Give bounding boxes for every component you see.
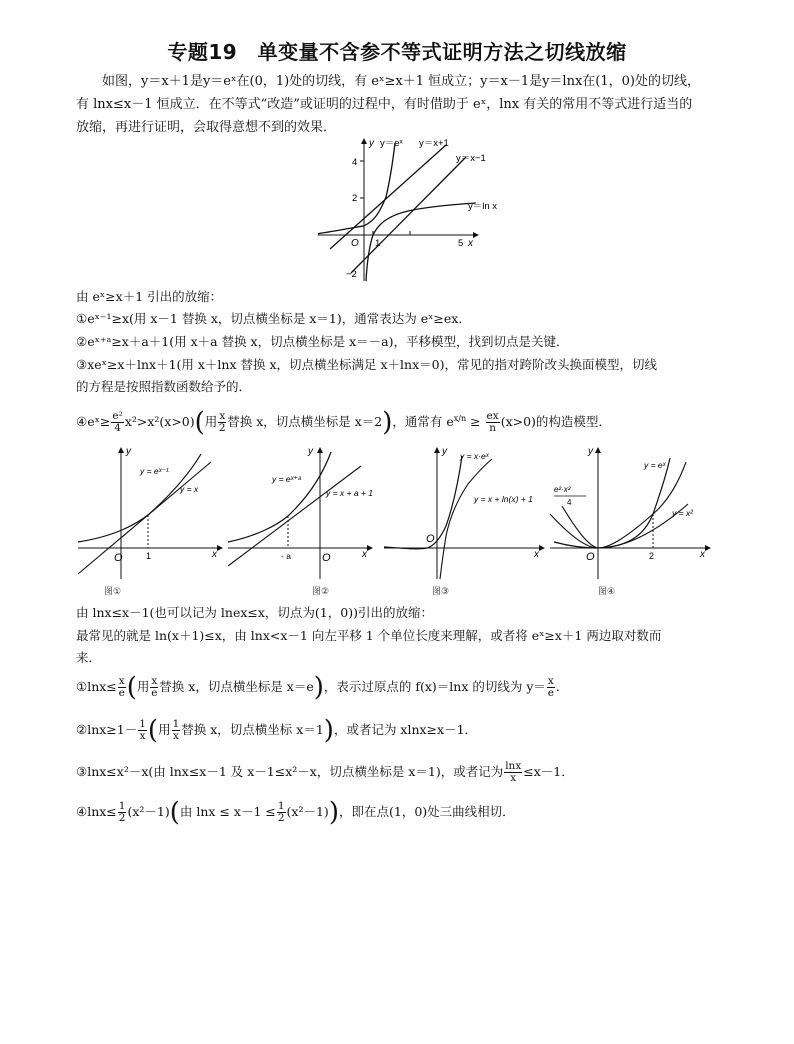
ln-item-4: ④lnx≤ $\frac{1}{2}$ (x²－1)(由 lnx ≤ x－1 ≤ $\frac{1}{2}$ (x²－1))，即在点(1，0)处三曲线相切． <box>76 797 515 828</box>
fig4-caption: 图④ <box>598 586 616 596</box>
fig1-origin: O <box>114 552 123 564</box>
fig2-label-y: y <box>308 446 313 457</box>
fig2-label-line: y = x + a + 1 <box>326 488 374 498</box>
exp-item-4: ④eˣ≥ $\frac{\text{e²}}{4}$ x²>x²(x>0)(用 $\frac{x}{2}$ 替换 x，切点横坐标是 x＝2)，通常有 $e^{x/n}$ ≥ $\frac{ex}{n}$ (x>0)的构造模型． <box>76 407 611 438</box>
fig1-label-y: y <box>126 446 131 457</box>
exp-item4-c: 用 <box>204 414 218 430</box>
exp-item4-frac3: $\frac{ex}{n}$ <box>486 410 499 435</box>
main-origin: O <box>351 238 359 249</box>
main-tick-1: 1 <box>375 238 381 249</box>
ln-item-3: ③lnx≤x²－x(由 lnx≤x－1 及 x－1≤x²－x，切点横坐标是 x＝1)，或者记为 $\frac{\ln x}{x}$ ≤x－1． <box>76 760 574 784</box>
intro-paragraph <box>76 70 726 139</box>
fig4-axis-x: x <box>700 549 705 560</box>
main-label-x-minus-1: y＝x−1 <box>456 153 486 164</box>
main-tick-5: 5 <box>458 238 464 249</box>
fig1-caption: 图① <box>104 586 122 596</box>
main-tick-2: 2 <box>352 193 358 204</box>
fig4-e2x2-curve <box>562 462 686 548</box>
exp-item4-frac: $\frac{\text{e²}}{4}$ <box>112 410 123 435</box>
fig4-label-x2: y = x² <box>672 508 694 518</box>
intro-line-1: 如图，y＝x＋1是y＝eˣ在(0，1)处的切线，有 eˣ≥x＋1 恒成立；y＝x－1是y＝lnx在(1，0)处的切线， <box>102 74 700 89</box>
figure-3 <box>382 444 548 599</box>
fig2-label-exp: y = eˣ⁺ᵃ <box>272 474 302 484</box>
main-label-y: y <box>369 138 374 149</box>
fig4-label-e2x2-den: 4 <box>567 498 572 507</box>
main-label-x: x <box>468 238 473 249</box>
fig4-label-y: y <box>588 446 593 457</box>
figure-1 <box>76 444 224 599</box>
fig3-label-xex: y = x·eˣ <box>460 451 489 461</box>
ln-section-header: 由 lnx≤x－1(也可以记为 lnex≤x，切点为(1，0))引出的放缩： <box>76 605 433 620</box>
ln-note-2: 来． <box>76 650 102 665</box>
fig3-axis-x: x <box>534 549 539 560</box>
page-title: 专题19 单变量不含参不等式证明方法之切线放缩 <box>167 40 627 64</box>
exp-item4-b: x²>x²(x>0) <box>124 414 195 430</box>
fig2-exp-curve <box>228 452 331 542</box>
exp-item-1: ①eˣ⁻¹≥x(用 x－1 替换 x，切点横坐标是 x＝1)，通常表达为 eˣ≥ex． <box>76 311 471 326</box>
ln-item-1: ①lnx≤ $\frac{x}{e}$ (用 $\frac{x}{e}$ 替换 x，切点横坐标是 x＝e)，表示过原点的 f(x)＝lnx 的切线为 y＝ $\frac{x}{e}$ ． <box>76 672 569 703</box>
fig3-xex-curve <box>384 456 462 549</box>
figure-2 <box>226 444 376 599</box>
fig4-tick-2: 2 <box>649 551 655 561</box>
fig2-tick-a: - a <box>281 551 291 561</box>
fig2-origin: O <box>322 552 331 564</box>
fig3-caption: 图③ <box>432 586 450 596</box>
figure-4 <box>548 444 714 599</box>
exp-item4-sup: x/n <box>453 414 467 423</box>
fig2-axis-x: x <box>362 549 367 560</box>
exp-item4-a: ④eˣ≥ <box>76 414 111 430</box>
main-label-x-plus-1: y＝x+1 <box>419 138 449 149</box>
exp-item4-e: ，通常有 e <box>392 414 454 430</box>
main-label-exp: y＝eˣ <box>380 138 403 149</box>
fig1-axis-x: x <box>212 549 217 560</box>
fig3-label-y: y <box>442 446 447 457</box>
tangent-x-plus-1 <box>330 145 446 249</box>
exp-item4-frac2: $\frac{x}{2}$ <box>218 410 226 435</box>
fig4-x2-curve <box>550 504 688 548</box>
fig4-label-exp: y = eˣ <box>644 460 666 470</box>
fig4-origin: O <box>586 551 595 563</box>
main-label-ln: y＝ln x <box>468 201 498 212</box>
ln-note-1: 最常见的就是 ln(x＋1)≤x，由 lnx<x－1 向左平移 1 个单位长度来理解，或者将 eˣ≥x＋1 两边取对数而 <box>76 628 662 643</box>
fig1-label-exp: y = eˣ⁻¹ <box>140 466 169 476</box>
fig1-tick-1: 1 <box>146 551 152 561</box>
exp-item-3a: ③xeˣ≥x＋lnx＋1(用 x＋lnx 替换 x，切点横坐标满足 x＋lnx＝0)，常见的指对跨阶改头换面模型，切线 <box>76 357 657 372</box>
exp-item4-f: ≥ <box>466 414 485 430</box>
exp-item-3b: 的方程是按照指数函数给予的． <box>76 379 252 394</box>
exp-item4-g: (x>0)的构造模型． <box>500 414 611 430</box>
fig1-label-x: y = x <box>180 484 199 494</box>
ln-item-2: ②lnx≥1－ $\frac{1}{x}$ (用 $\frac{1}{x}$ 替换 x，切点横坐标 x＝1)，或者记为 xlnx≥x－1． <box>76 715 478 746</box>
main-tick-neg2: −2 <box>346 269 357 280</box>
exp-item-2: ②eˣ⁺ᵃ≥x＋a＋1(用 x＋a 替换 x，切点横坐标是 x＝－a)，平移模型，找到切点是关键． <box>76 334 569 349</box>
fig3-origin: O <box>426 533 435 545</box>
fig4-label-e2x2-num: e²·x² <box>554 485 571 494</box>
fig2-caption: 图② <box>312 586 330 596</box>
fig3-label-line: y = x + ln(x) + 1 <box>474 494 533 504</box>
exp-section-header: 由 eˣ≥x＋1 引出的放缩： <box>76 289 223 304</box>
fig1-line-y-x <box>78 462 211 574</box>
intro-line-3: 放缩，再进行证明，会取得意想不到的效果． <box>76 120 337 135</box>
intro-line-2: 有 lnx≤x－1 恒成立．在不等式“改造”或证明的过程中，有时借助于 eˣ，lnx 有关的常用不等式进行适当的 <box>76 97 693 112</box>
main-tick-4: 4 <box>352 157 358 168</box>
main-tangent-graph <box>316 135 516 283</box>
exp-item4-d: 替换 x，切点横坐标是 x＝2 <box>227 414 383 430</box>
